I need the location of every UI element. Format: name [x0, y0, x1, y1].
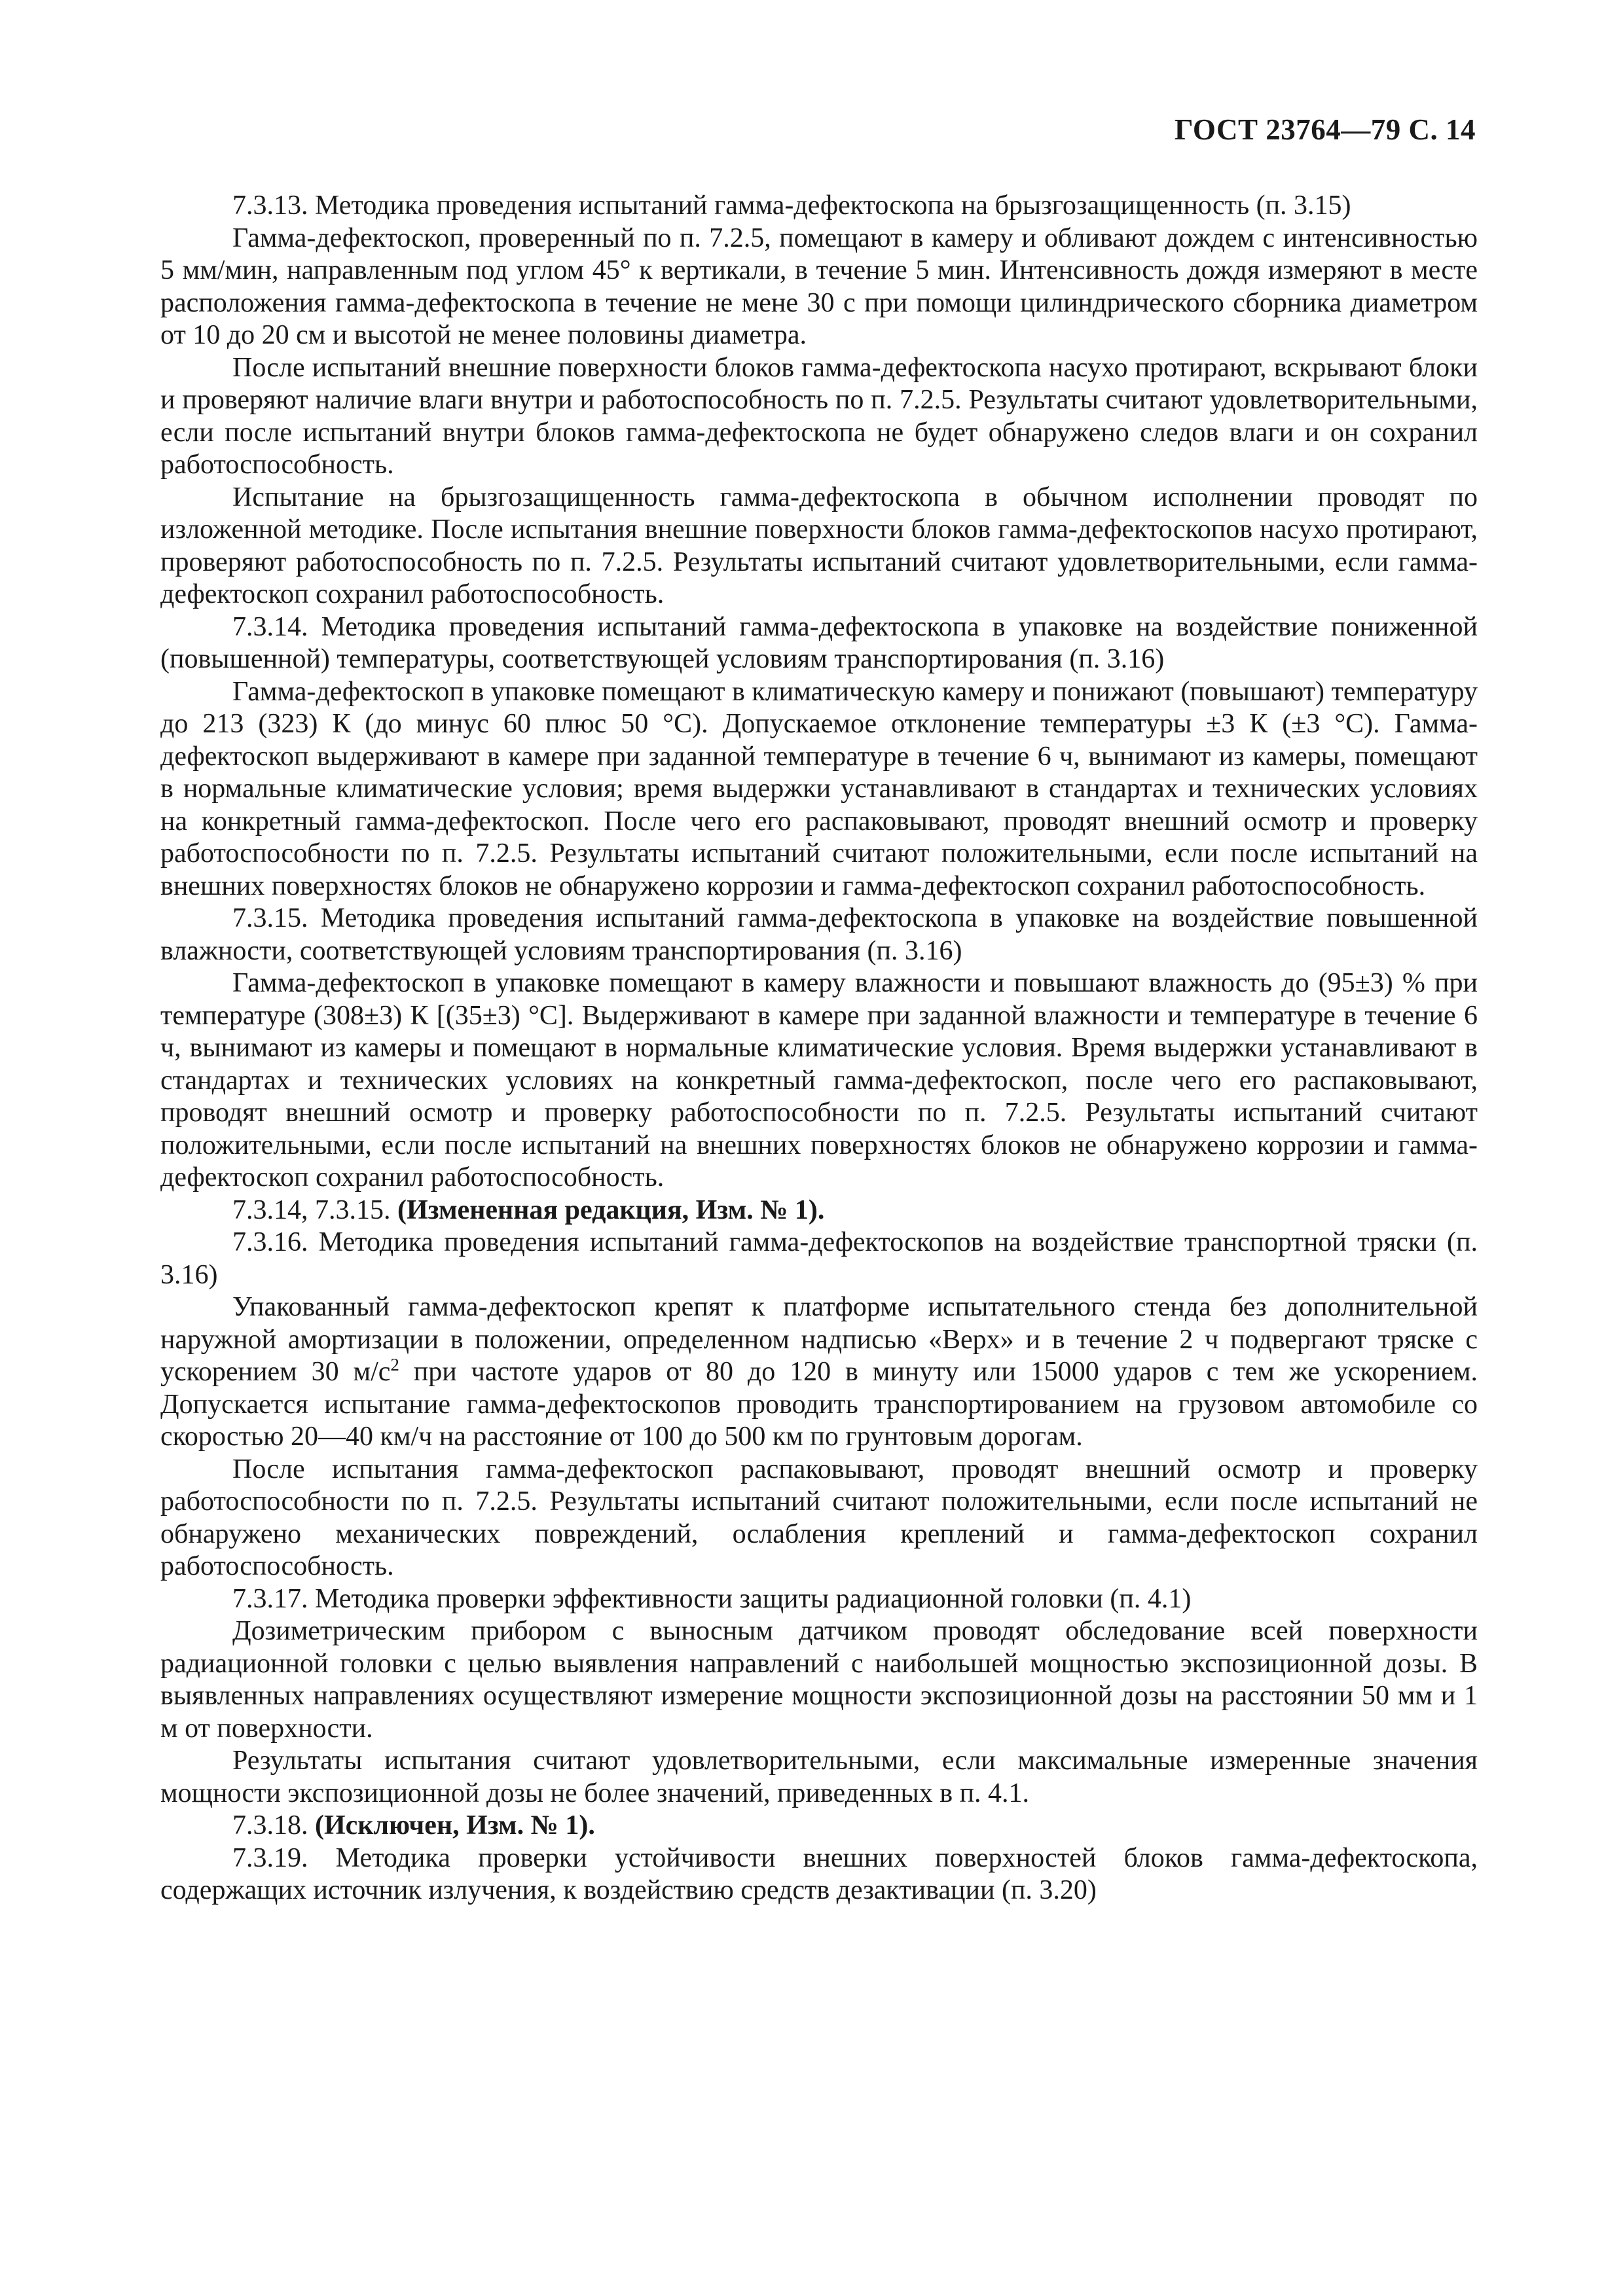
page-header: ГОСТ 23764—79 С. 14	[1174, 113, 1476, 146]
paragraph-7-3-15-heading: 7.3.15. Методика проведения испытаний гамма-дефектоскопа в упаковке на воздействие повышенной влажности, соответствующей условиям транспортирования (п. 3.16)	[160, 903, 1478, 966]
excluded-note	[160, 1810, 1478, 1842]
amendment-note	[160, 1194, 1478, 1227]
paragraph-7-3-17-heading: 7.3.17. Методика проверки эффективности защиты радиационной головки (п. 4.1)	[232, 1583, 1192, 1614]
paragraph: После испытаний внешние поверхности блоков гамма-дефектоскопа насухо протирают, вскрывают блоки и проверяют наличие влаги внутри и работоспособность по п. 7.2.5. Результаты считают удовлетворительными, если после испытаний внутри блоков гамма-дефектоскопа не будет обнаружено следов влаги и он сохранил работоспособность.	[160, 352, 1478, 480]
paragraph: Дозиметрическим прибором с выносным датчиком проводят обследование всей поверхности радиационной головки с целью выявления направлений с наибольшей мощностью экспозиционной дозы. В выявленных направлениях осуществляют измерение мощности экспозиционной дозы на расстоянии 50 мм и 1 м от поверхности.	[160, 1616, 1478, 1744]
paragraph: Гамма-дефектоскоп в упаковке помещают в камеру влажности и повышают влажность до (95±3) % при температуре (308±3) К [(35±3) °С]. Выдерживают в камере при заданной влажности и температуре в течение 6 ч, вынимают из камеры и помещают в нормальные климатические условия. Время выдержки устанавливают в стандартах и технических условиях на конкретный гамма-дефектоскоп, после чего его распаковывают, проводят внешний осмотр и проверку работоспособности по п. 7.2.5. Результаты испытаний считают положительными, если после испытаний на внешних поверхностях блоков не обнаружено коррозии и гамма-дефектоскоп сохранил работоспособность.	[160, 968, 1478, 1193]
amendment-ref: 7.3.14, 7.3.15.	[232, 1194, 397, 1225]
paragraph: Результаты испытания считают удовлетворительными, если максимальные измеренные значения мощности экспозиционной дозы не более значений, приведенных в п. 4.1.	[160, 1746, 1478, 1808]
paragraph-text: Упакованный гамма-дефектоскоп крепят к платформе испытательного стенда без дополнительной наружной амортизации в положении, определенном надписью «Верх» и в течение 2 ч подвергают тряске с ускорением 30 м/с	[160, 1292, 1478, 1387]
paragraph-7-3-16-heading: 7.3.16. Методика проведения испытаний гамма-дефектоскопов на воздействие транспортной тряски (п. 3.16)	[160, 1227, 1478, 1290]
paragraph	[160, 1291, 1478, 1454]
paragraph-text: при частоте ударов от 80 до 120 в минуту или 15000 ударов с тем же ускорением. Допускается испытание гамма-дефектоскопов проводить транспортированием на грузовом автомобиле со скоростью 20—40 км/ч на расстояние от 100 до 500 км по грунтовым дорогам.	[160, 1357, 1478, 1452]
paragraph-7-3-19-heading: 7.3.19. Методика проверки устойчивости внешних поверхностей блоков гамма-дефектоскопа, содержащих источник излучения, к воздействию средств дезактивации (п. 3.20)	[160, 1842, 1478, 1905]
excluded-ref: 7.3.18.	[232, 1810, 315, 1840]
paragraph-7-3-14-heading: 7.3.14. Методика проведения испытаний гамма-дефектоскопа в упаковке на воздействие пониженной (повышенной) температуры, соответствующей условиям транспортирования (п. 3.16)	[160, 611, 1478, 674]
document-body	[160, 190, 1478, 1907]
superscript: 2	[390, 1355, 399, 1374]
amendment-label: (Измененная редакция, Изм. № 1).	[397, 1194, 825, 1225]
paragraph-7-3-13-heading: 7.3.13. Методика проведения испытаний гамма-дефектоскопа на брызгозащищенность (п. 3.15)	[232, 190, 1351, 221]
paragraph: После испытания гамма-дефектоскоп распаковывают, проводят внешний осмотр и проверку работоспособности по п. 7.2.5. Результаты испытаний считают положительными, если после испытаний не обнаружено механических повреждений, ослабления креплений и гамма-дефектоскоп сохранил работоспособность.	[160, 1454, 1478, 1581]
paragraph: Испытание на брызгозащищенность гамма-дефектоскопа в обычном исполнении проводят по изложенной методике. После испытания внешние поверхности блоков гамма-дефектоскопов насухо протирают, проверяют работоспособность по п. 7.2.5. Результаты испытаний считают удовлетворительными, если гамма-дефектоскоп сохранил работоспособность.	[160, 482, 1478, 609]
paragraph: Гамма-дефектоскоп, проверенный по п. 7.2.5, помещают в камеру и обливают дождем с интенсивностью 5 мм/мин, направленным под углом 45° к вертикали, в течение 5 мин. Интенсивность дождя измеряют в месте расположения гамма-дефектоскопа в течение не мене 30 с при помощи цилиндрического сборника диаметром от 10 до 20 см и высотой не менее половины диаметра.	[160, 223, 1478, 350]
paragraph: Гамма-дефектоскоп в упаковке помещают в климатическую камеру и понижают (повышают) температуру до 213 (323) К (до минус 60 плюс 50 °С). Допускаемое отклонение температуры ±3 К (±3 °С). Гамма-дефектоскоп выдерживают в камере при заданной температуре в течение 6 ч, вынимают из камеры, помещают в нормальные климатические условия; время выдержки устанавливают в стандартах и технических условиях на конкретный гамма-дефектоскоп. После чего его распаковывают, проводят внешний осмотр и проверку работоспособности по п. 7.2.5. Результаты испытаний считают положительными, если после испытаний на внешних поверхностях блоков не обнаружено коррозии и гамма-дефектоскоп сохранил работоспособность.	[160, 676, 1478, 901]
excluded-label: (Исключен, Изм. № 1).	[315, 1810, 595, 1840]
